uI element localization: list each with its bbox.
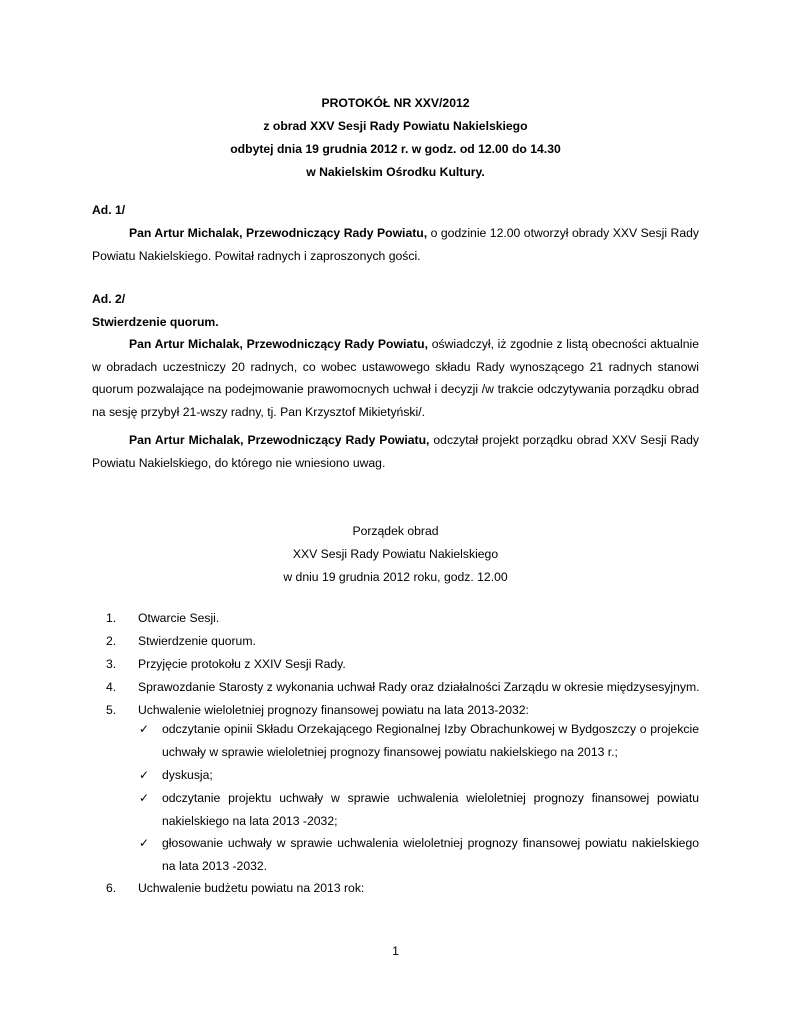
sub-list-item-text: odczytanie projektu uchwały w sprawie uchwalenia wieloletniej prognozy finansowej powiatu nakielskiego na lata 2013 -2032; bbox=[162, 791, 699, 828]
ad2-p2-text: odczytał projekt porządku obrad XXV Sesji Rady Powiatu Nakielskiego, do którego nie wniesiono uwag. bbox=[92, 433, 699, 470]
agenda-title-2: XXV Sesji Rady Powiatu Nakielskiego bbox=[292, 547, 499, 561]
checkmark-icon: ✓ bbox=[139, 722, 150, 736]
list-item-text: Przyjęcie protokołu z XXIV Sesji Rady. bbox=[138, 657, 346, 671]
ad1-speaker: Pan Artur Michalak, Przewodniczący Rady Powiatu, bbox=[129, 226, 428, 240]
sub-list-item-text: głosowanie uchwały w sprawie uchwalenia wieloletniej prognozy finansowej powiatu nakielskiego na lata 2013 -2032. bbox=[162, 836, 699, 873]
ad2-p2-speaker: Pan Artur Michalak, Przewodniczący Rady Powiatu, bbox=[129, 433, 430, 447]
checkmark-icon: ✓ bbox=[139, 791, 150, 805]
ad2-p1-text: oświadczył, iż zgodnie z listą obecności aktualnie w obradach uczestniczy 20 radnych, co wobec ustawowego składu Rady wynoszącego 21 radnych stanowi quorum pozwalające na podejmowanie prawomocnych uchwał i decyzji /w trakcie odczytywania porządku obrad na sesję przybył 21-wszy radny, tj. Pan Krzysztof Mikietyński/. bbox=[92, 337, 699, 420]
list-item-text: Uchwalenie budżetu powiatu na 2013 rok: bbox=[138, 881, 365, 895]
title-line-4: w Nakielskim Ośrodku Kultury. bbox=[306, 165, 485, 179]
page-number: 1 bbox=[392, 944, 399, 958]
checkmark-icon: ✓ bbox=[139, 768, 150, 782]
ad2-p1-speaker: Pan Artur Michalak, Przewodniczący Rady Powiatu, bbox=[129, 337, 429, 351]
sub-list-item-text: odczytanie opinii Składu Orzekającego Regionalnej Izby Obrachunkowej w Bydgoszczy o projekcie uchwały w sprawie wieloletniej prognozy finansowej powiatu nakielskiego na 2013 r.; bbox=[162, 722, 699, 759]
ad1-heading: Ad. 1/ bbox=[92, 203, 126, 217]
document-title bbox=[0, 92, 791, 184]
ad2-paragraph-2 bbox=[92, 429, 699, 474]
checkmark-icon: ✓ bbox=[139, 836, 150, 850]
agenda-title-1: Porządek obrad bbox=[352, 524, 439, 538]
list-item-text: Stwierdzenie quorum. bbox=[138, 634, 256, 648]
list-item-number: 5. bbox=[106, 703, 117, 717]
title-line-1: PROTOKÓŁ NR XXV/2012 bbox=[321, 96, 470, 110]
list-item-text: Uchwalenie wieloletniej prognozy finansowej powiatu na lata 2013-2032: bbox=[138, 703, 529, 717]
list-item-number: 6. bbox=[106, 881, 117, 895]
agenda-header bbox=[0, 520, 791, 589]
title-line-3: odbytej dnia 19 grudnia 2012 r. w godz. od 12.00 do 14.30 bbox=[230, 142, 561, 156]
ad1-paragraph bbox=[92, 222, 699, 267]
list-item-text: Otwarcie Sesji. bbox=[138, 611, 220, 625]
list-item-number: 1. bbox=[106, 611, 117, 625]
ad1-text: o godzinie 12.00 otworzył obrady XXV Sesji Rady Powiatu Nakielskiego. Powitał radnych i zaproszonych gości. bbox=[92, 226, 700, 263]
list-item-number: 3. bbox=[106, 657, 117, 671]
list-item-number: 2. bbox=[106, 634, 117, 648]
ad2-heading: Ad. 2/ bbox=[92, 292, 126, 306]
list-item-text: Sprawozdanie Starosty z wykonania uchwał Rady oraz działalności Zarządu w okresie międzysesyjnym. bbox=[138, 680, 700, 694]
title-line-2: z obrad XXV Sesji Rady Powiatu Nakielskiego bbox=[263, 119, 528, 133]
agenda-title-3: w dniu 19 grudnia 2012 roku, godz. 12.00 bbox=[283, 570, 508, 584]
list-item-number: 4. bbox=[106, 680, 117, 694]
ad2-subheading: Stwierdzenie quorum. bbox=[92, 315, 219, 329]
ad2-paragraph-1 bbox=[92, 333, 699, 424]
sub-list-item-text: dyskusja; bbox=[162, 768, 213, 782]
